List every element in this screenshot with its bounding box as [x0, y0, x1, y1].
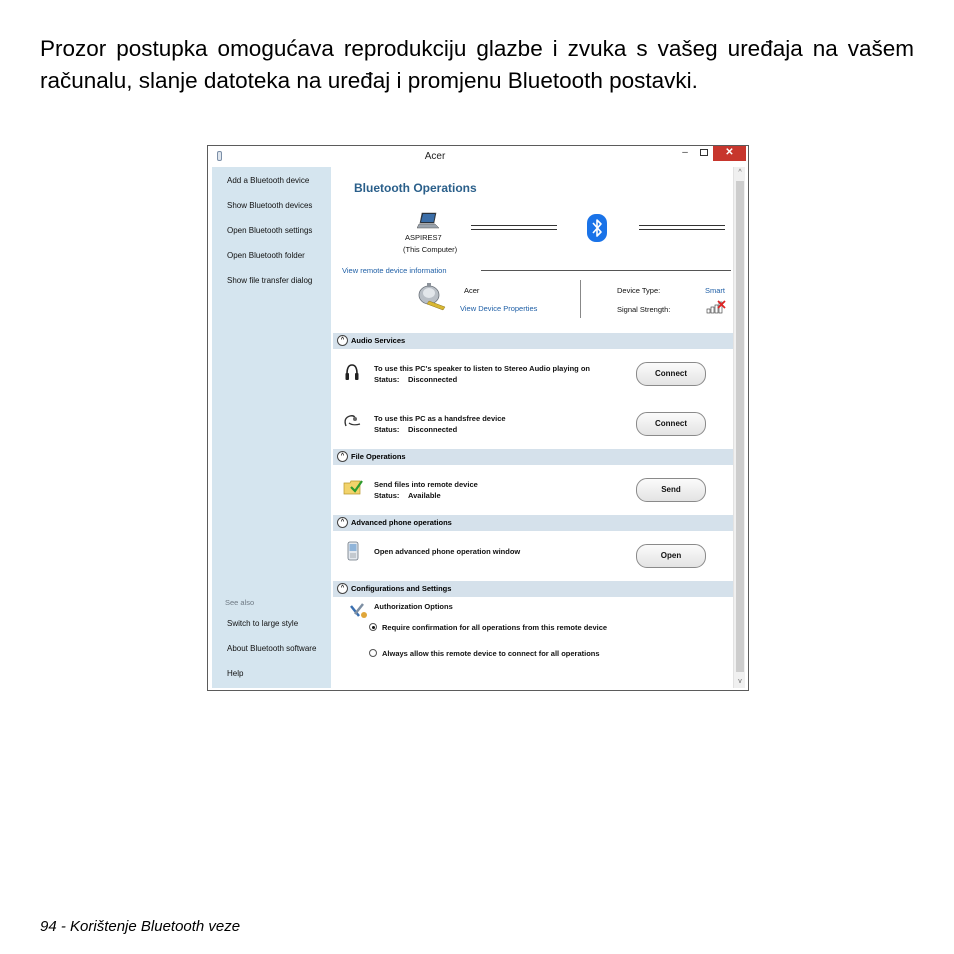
see-also-label: See also [225, 598, 255, 607]
maximize-icon [700, 149, 708, 156]
sidebar-item-large-style[interactable]: Switch to large style [227, 619, 299, 628]
option-always-allow[interactable]: Always allow this remote device to connect for all operations [382, 649, 600, 658]
connection-line [639, 229, 725, 230]
signal-strength-icon [706, 300, 726, 314]
divider [481, 270, 731, 271]
section-phone-operations[interactable] [333, 515, 733, 531]
bluetooth-icon [587, 214, 607, 242]
sidebar-item-add-device[interactable]: Add a Bluetooth device [227, 176, 310, 185]
option-require-confirmation[interactable]: Require confirmation for all operations from this remote device [382, 623, 608, 632]
window-title: Acer [424, 151, 446, 162]
connection-line [471, 225, 557, 226]
maximize-button[interactable] [695, 146, 713, 161]
section-title: File Operations [351, 452, 406, 461]
send-files-icon [343, 478, 363, 496]
section-audio-services[interactable] [333, 333, 733, 349]
phone-operation-text: Open advanced phone operation window [374, 547, 521, 556]
laptop-icon [417, 211, 441, 231]
section-file-operations[interactable] [333, 449, 733, 465]
send-files-status-value: Available [408, 491, 441, 500]
page-title: Bluetooth Operations [354, 181, 477, 195]
close-button[interactable]: ✕ [713, 146, 746, 161]
sidebar-item-about[interactable]: About Bluetooth software [227, 644, 317, 653]
collapse-chevron-icon[interactable]: ^ [337, 583, 348, 594]
radio-require-confirmation[interactable] [369, 623, 377, 631]
auth-options-title: Authorization Options [374, 602, 453, 611]
collapse-chevron-icon[interactable]: ^ [337, 335, 348, 346]
connect-handsfree-button[interactable]: Connect [636, 412, 706, 436]
open-button[interactable]: Open [636, 544, 706, 568]
handsfree-status-label: Status: [374, 425, 400, 434]
audio-stereo-text: To use this PC's speaker to listen to Stereo Audio playing on [374, 364, 590, 373]
collapse-chevron-icon[interactable]: ^ [337, 451, 348, 462]
sidebar-item-help[interactable]: Help [227, 669, 244, 678]
audio-stereo-status-value: Disconnected [408, 375, 458, 384]
connect-stereo-button[interactable]: Connect [636, 362, 706, 386]
scroll-down-icon[interactable]: v [738, 678, 742, 685]
intro-paragraph: Prozor postupka omogućava reprodukciju glazbe i zvuka s vašeg uređaja na vašem računalu, slanje datoteka na uređaj i promjenu Bluetooth postavki. [40, 36, 914, 93]
headset-icon [343, 414, 361, 428]
device-type-value: Smart [705, 286, 726, 295]
headphones-icon [345, 364, 359, 382]
view-device-properties-link[interactable]: View Device Properties [460, 304, 538, 313]
scroll-up-icon[interactable]: ^ [738, 169, 742, 176]
remote-device-icon [415, 281, 449, 311]
collapse-chevron-icon[interactable]: ^ [337, 517, 348, 528]
signal-strength-label: Signal Strength: [617, 305, 671, 314]
phone-icon [347, 541, 359, 561]
section-configurations[interactable] [333, 581, 733, 597]
scroll-thumb[interactable] [736, 181, 744, 672]
sidebar-item-open-settings[interactable]: Open Bluetooth settings [227, 226, 313, 235]
bluetooth-window [207, 145, 749, 691]
handsfree-text: To use this PC as a handsfree device [374, 414, 506, 423]
computer-note: (This Computer) [403, 245, 458, 254]
section-title: Audio Services [351, 336, 406, 345]
view-remote-info-link[interactable]: View remote device information [342, 266, 447, 275]
send-files-text: Send files into remote device [374, 480, 478, 489]
minimize-button[interactable]: – [682, 147, 688, 158]
section-title: Advanced phone operations [351, 518, 452, 527]
computer-name: ASPIRES7 [405, 233, 442, 242]
sidebar-item-file-transfer[interactable]: Show file transfer dialog [227, 276, 313, 285]
connection-line [639, 225, 725, 226]
audio-stereo-status-label: Status: [374, 375, 400, 384]
sidebar-item-open-folder[interactable]: Open Bluetooth folder [227, 251, 305, 260]
handsfree-status-value: Disconnected [408, 425, 458, 434]
section-title: Configurations and Settings [351, 584, 452, 593]
send-files-status-label: Status: [374, 491, 400, 500]
vertical-scrollbar[interactable] [733, 167, 745, 688]
radio-always-allow[interactable] [369, 649, 377, 657]
send-button[interactable]: Send [636, 478, 706, 502]
page-footer: 94 - Korištenje Bluetooth veze [40, 918, 241, 935]
device-name: Acer [464, 286, 480, 295]
device-type-label: Device Type: [617, 286, 661, 295]
vertical-divider [580, 280, 581, 318]
title-bar [208, 146, 748, 166]
operations-panel [331, 167, 733, 688]
authorization-icon [349, 602, 369, 620]
sidebar-item-show-devices[interactable]: Show Bluetooth devices [227, 201, 313, 210]
sidebar [212, 167, 332, 688]
connection-line [471, 229, 557, 230]
